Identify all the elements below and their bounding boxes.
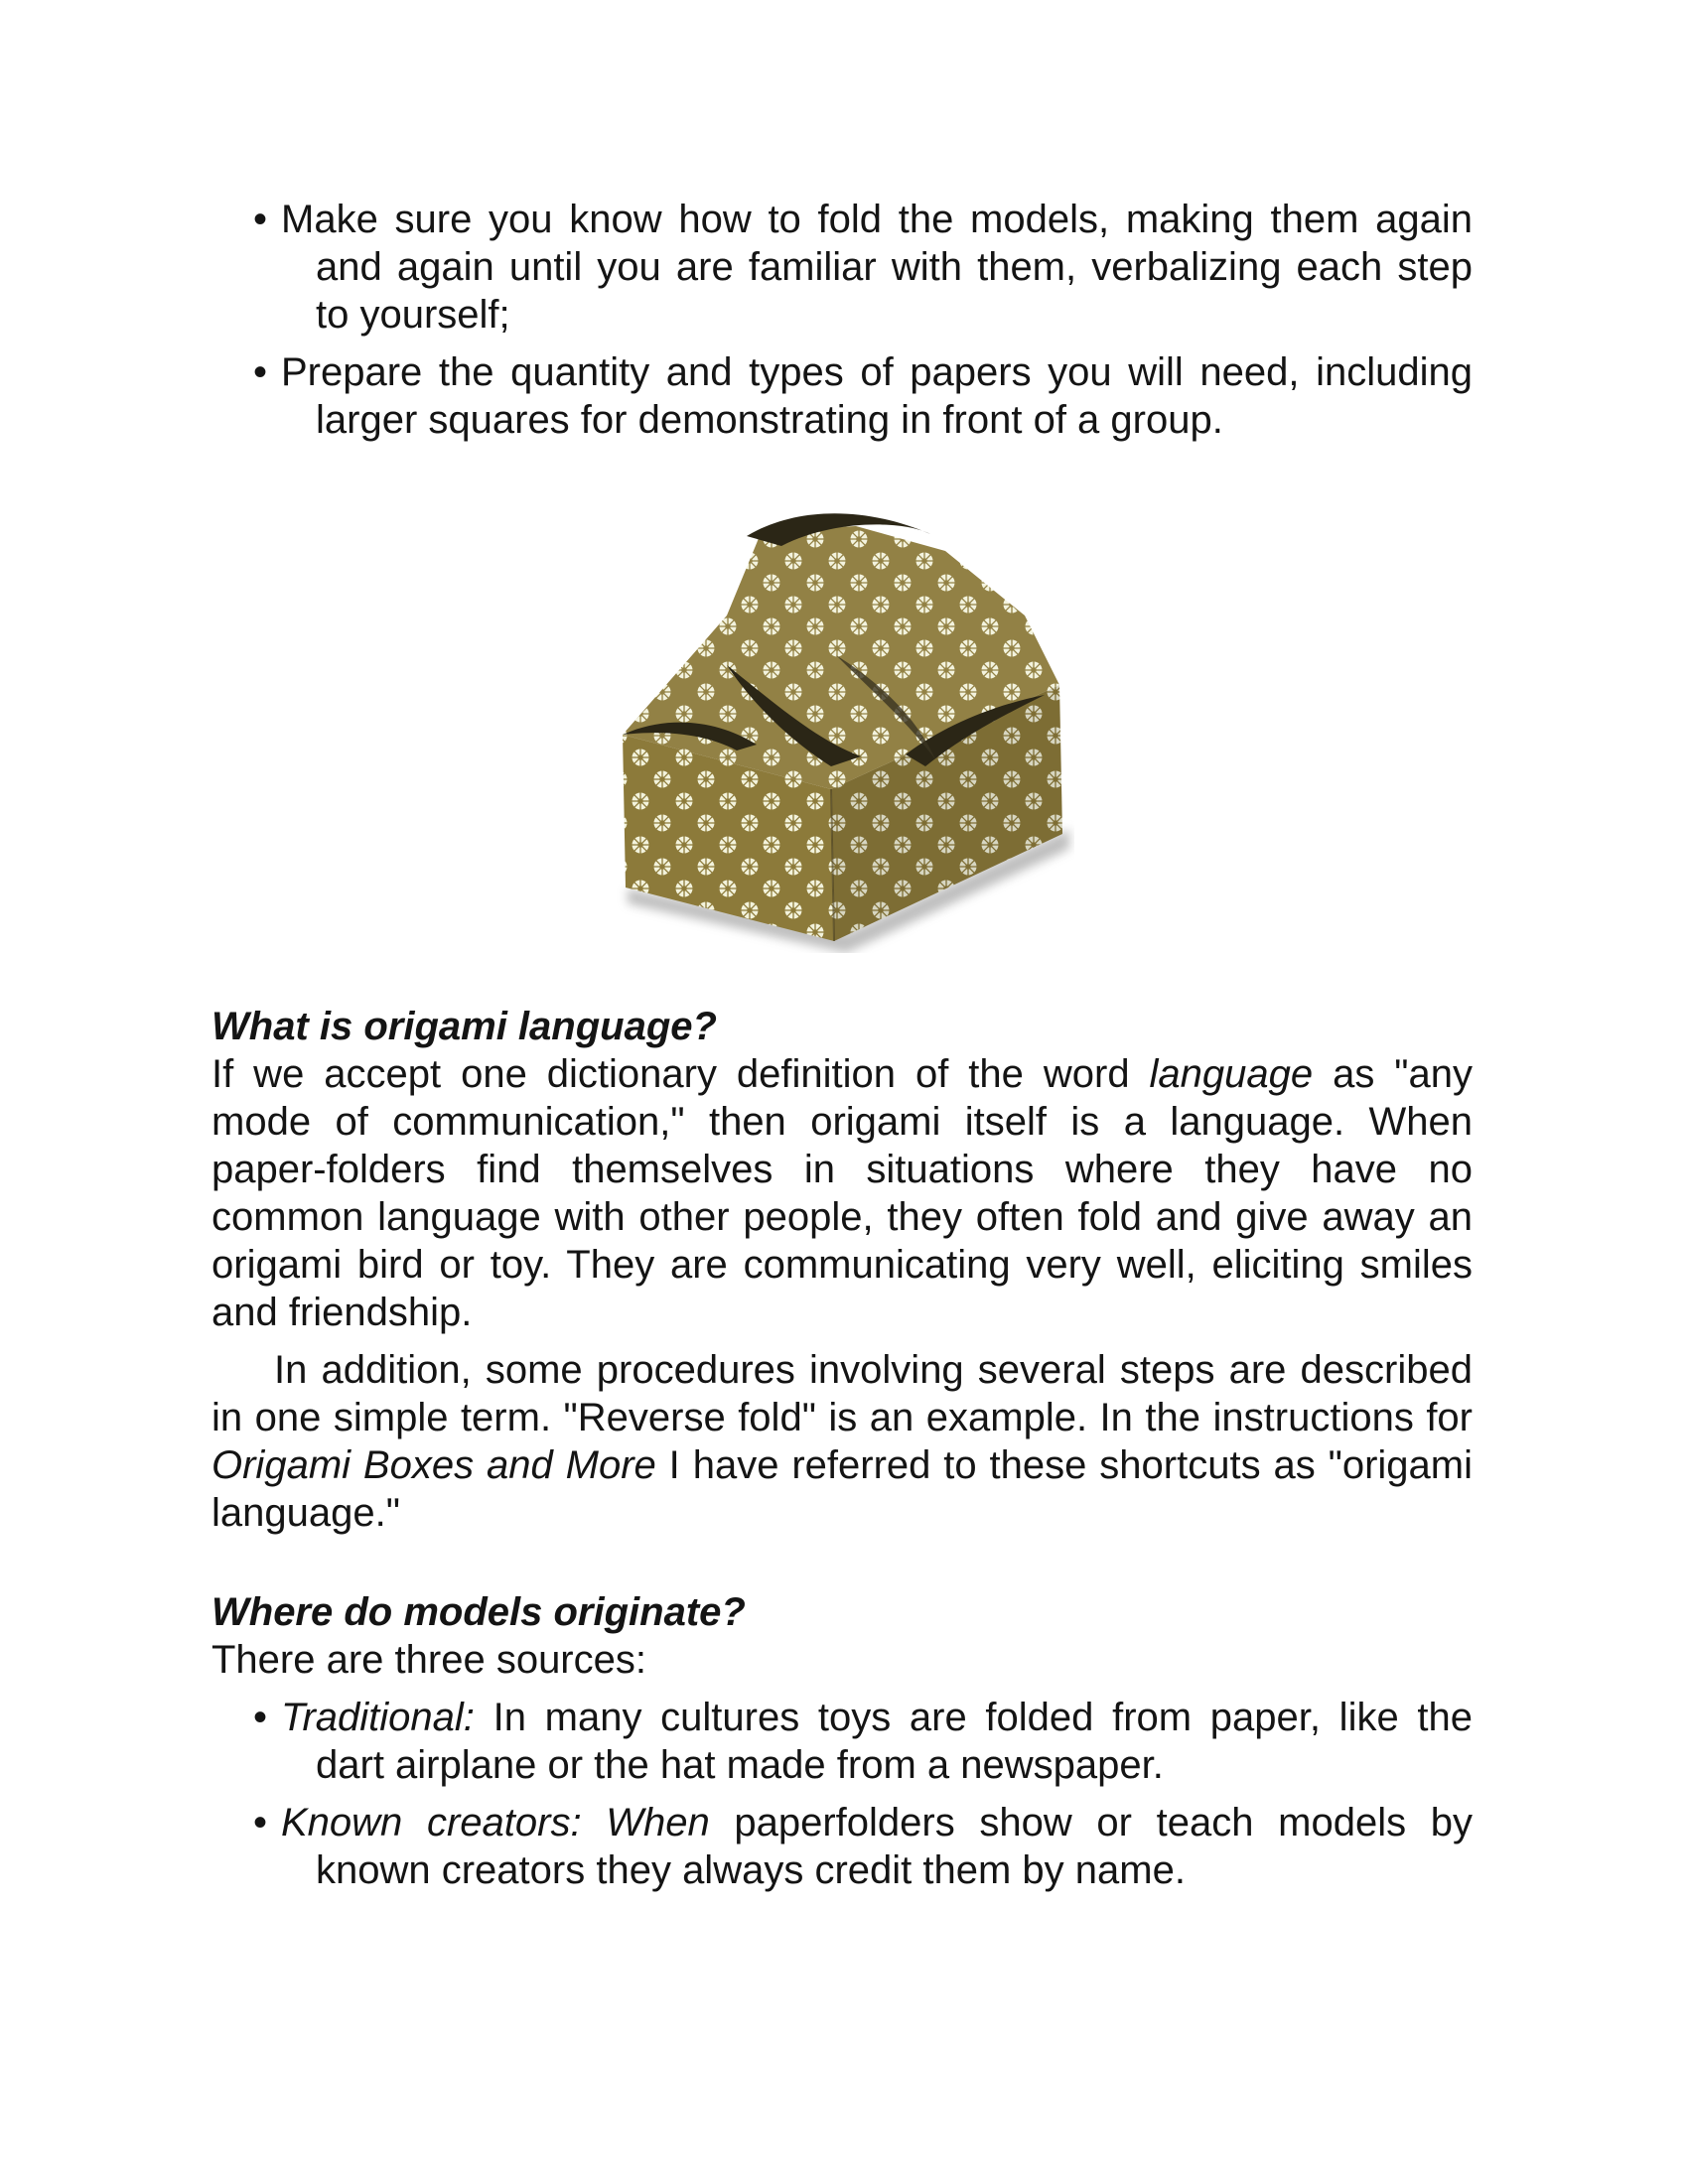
item-text: In many cultures toys are folded from paper, like the dart airplane or the hat made from a newspaper. bbox=[316, 1696, 1473, 1787]
list-item bbox=[211, 196, 1473, 339]
book-title-text: Origami Boxes and More bbox=[211, 1443, 656, 1487]
item-text: paperfolders show or teach models by known creators they always credit them by name. bbox=[316, 1801, 1473, 1892]
item-label: Traditional: bbox=[281, 1696, 475, 1739]
item-label: Known creators: When bbox=[281, 1801, 710, 1844]
paragraph-text: In addition, some procedures involving several steps are described in one simple term. "Reverse fold" is an example. In the instructions for bbox=[211, 1348, 1473, 1439]
bullet-text: Make sure you know how to fold the models, making them again and again until you are familiar with them, verbalizing each step to yourself; bbox=[281, 198, 1473, 337]
section-models-originate bbox=[211, 1588, 1473, 1904]
paragraph-text: as "any mode of communication," then origami itself is a language. When paper-folders find themselves in situations where they have no common language with other people, they often fold and give away an origami bird or toy. They are communicating very well, eliciting smiles and friendship. bbox=[211, 1052, 1473, 1334]
paragraph bbox=[211, 1050, 1473, 1336]
bullet-text: Prepare the quantity and types of papers you will need, including larger squares for demonstrating in front of a group. bbox=[281, 350, 1473, 442]
list-item bbox=[211, 1694, 1473, 1789]
section-heading: What is origami language? bbox=[211, 1005, 717, 1048]
intro-text: There are three sources: bbox=[211, 1638, 646, 1682]
origami-box-illustration bbox=[608, 506, 1074, 953]
bullet-icon: • bbox=[253, 198, 268, 241]
emphasis-text: language bbox=[1149, 1052, 1314, 1096]
section-heading: Where do models originate? bbox=[211, 1590, 746, 1634]
bullet-icon: • bbox=[253, 350, 268, 394]
bullet-icon: • bbox=[253, 1696, 268, 1739]
list-item bbox=[211, 348, 1473, 444]
top-bullet-list bbox=[211, 196, 1473, 454]
bullet-icon: • bbox=[253, 1801, 268, 1844]
paragraph-text: If we accept one dictionary definition of the word bbox=[211, 1052, 1150, 1096]
paragraph-text: I have referred to these shortcuts as "origami language." bbox=[211, 1443, 1473, 1535]
list-item bbox=[211, 1799, 1473, 1894]
section-origami-language bbox=[211, 1003, 1473, 1537]
paragraph bbox=[211, 1346, 1473, 1537]
